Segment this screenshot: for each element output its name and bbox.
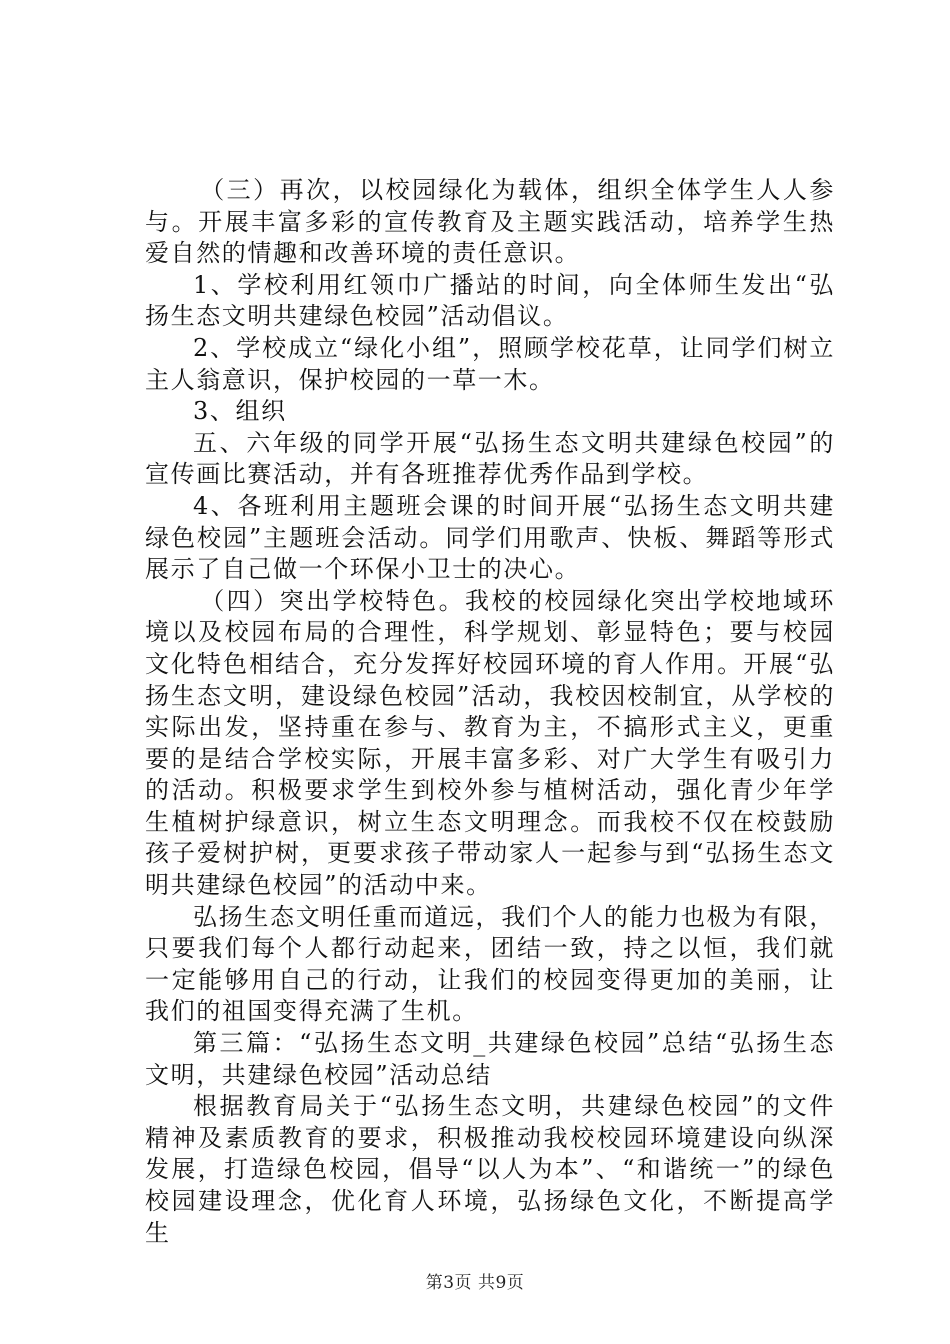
paragraph-conclusion: 弘扬生态文明任重而道远，我们个人的能力也极为有限，只要我们每个人都行动起来，团结一致，持之以恒，我们就一定能够用自己的行动，让我们的校园变得更加的美丽，让我们的祖国变得充满了生机。 <box>145 902 835 1026</box>
paragraph-section-3: （三）再次，以校园绿化为载体，组织全体学生人人参与。开展丰富多彩的宣传教育及主题实践活动，培养学生热爱自然的情趣和改善环境的责任意识。 <box>145 176 835 268</box>
paragraph-item-3-continued: 五、六年级的同学开展“弘扬生态文明共建绿色校园”的宣传画比赛活动，并有各班推荐优秀作品到学校。 <box>145 428 835 489</box>
paragraph-summary-intro: 根据教育局关于“弘扬生态文明，共建绿色校园”的文件精神及素质教育的要求，积极推动我校校园环境建设向纵深发展，打造绿色校园，倡导“以人为本”、“和谐统一”的绿色校园建设理念，优化育人环境，弘扬绿色文化，不断提高学生 <box>145 1092 835 1247</box>
paragraph-item-1: 1、学校利用红领巾广播站的时间，向全体师生发出“弘扬生态文明共建绿色校园”活动倡议。 <box>145 270 835 331</box>
paragraph-section-4: （四）突出学校特色。我校的校园绿化突出学校地域环境以及校园布局的合理性，科学规划、彰显特色；要与校园文化特色相结合，充分发挥好校园环境的育人作用。开展“弘扬生态文明，建设绿色校园”活动，我校因校制宜，从学校的实际出发，坚持重在参与、教育为主，不搞形式主义，更重要的是结合学校实际，开展丰富多彩、对广大学生有吸引力的活动。积极要求学生到校外参与植树活动，强化青少年学生植树护绿意识，树立生态文明理念。而我校不仅在校鼓励孩子爱树护树，更要求孩子带动家人一起参与到“弘扬生态文明共建绿色校园”的活动中来。 <box>145 586 835 900</box>
paragraph-chapter-heading: 第三篇：“弘扬生态文明_共建绿色校园”总结“弘扬生态文明，共建绿色校园”活动总结 <box>145 1029 835 1089</box>
paragraph-item-3: 3、组织 <box>193 397 287 426</box>
document-body <box>145 175 835 1249</box>
page-number-footer: 第3页 共9页 <box>425 1273 525 1293</box>
paragraph-item-2: 2、学校成立“绿化小组”，照顾学校花草，让同学们树立主人翁意识，保护校园的一草一木。 <box>145 333 835 394</box>
paragraph-item-4: 4、各班利用主题班会课的时间开展“弘扬生态文明共建绿色校园”主题班会活动。同学们用歌声、快板、舞蹈等形式展示了自己做一个环保小卫士的决心。 <box>145 491 835 584</box>
